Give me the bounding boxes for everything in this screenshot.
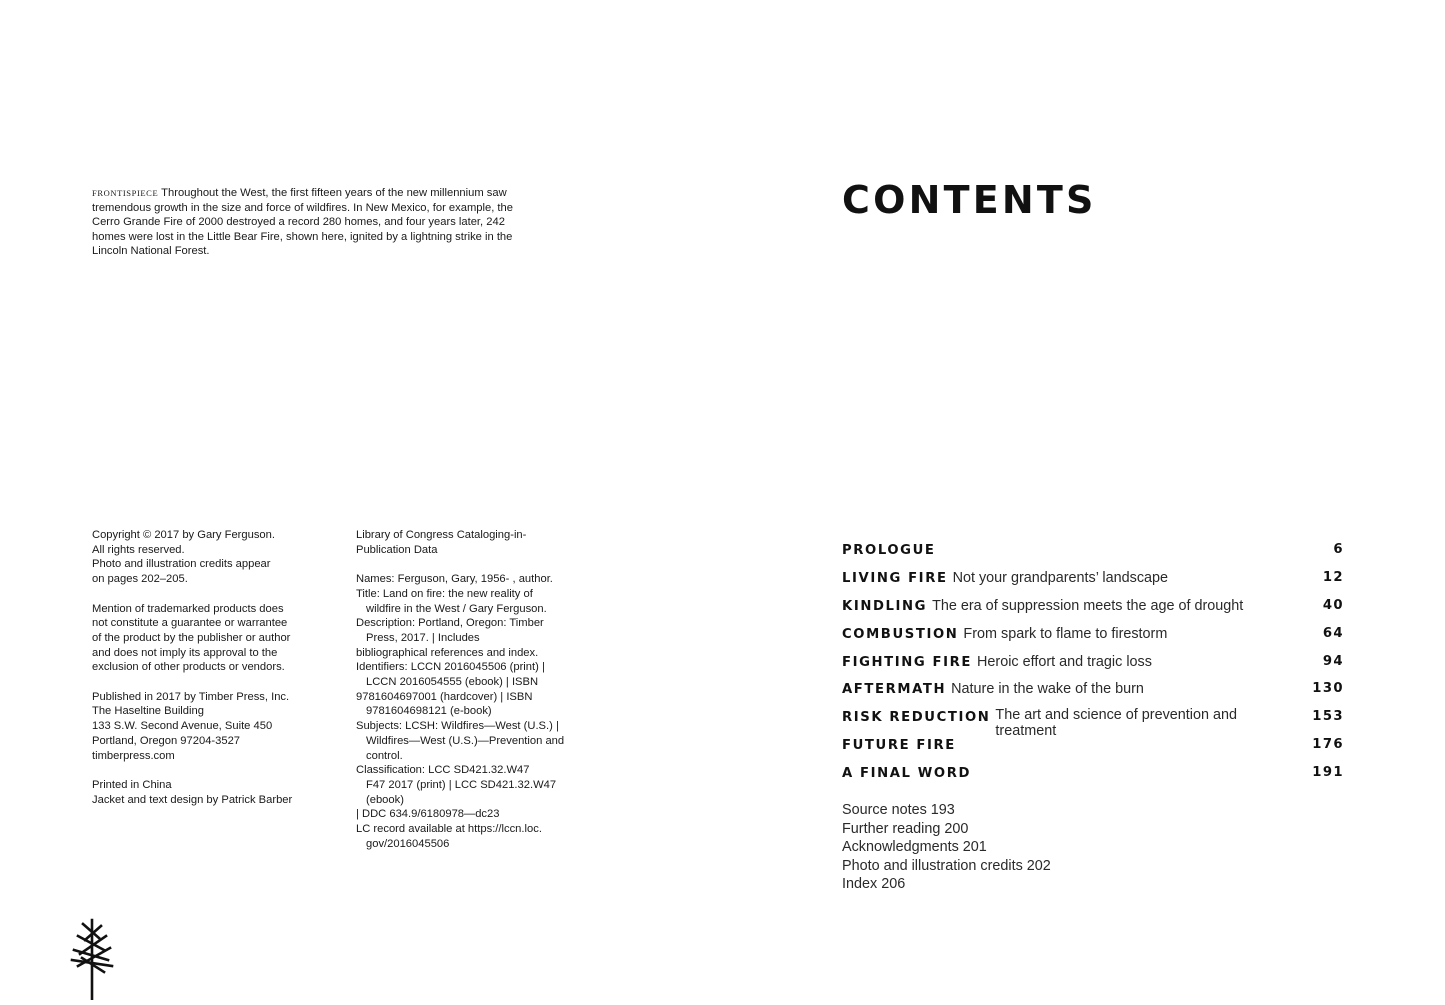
toc-page-number: 176 (1312, 737, 1344, 753)
trademark-line: of the product by the publisher or author (92, 631, 291, 644)
publisher-line: The Haseltine Building (92, 705, 204, 718)
toc-chapter-subtitle: The art and science of prevention and treatment (995, 707, 1238, 739)
toc-page-number: 94 (1322, 653, 1344, 669)
cip-classification: Classification: LCC SD421.32.W47 (356, 764, 530, 777)
toc-chapter-name: A FINAL WORD (842, 766, 972, 782)
backmatter-item-credits[interactable]: Photo and illustration credits 202 (842, 857, 1051, 874)
toc-entry[interactable] (842, 707, 1344, 739)
cip-record (356, 572, 596, 851)
toc-chapter-name: LIVING FIRE (842, 570, 948, 586)
toc-page-number: 153 (1312, 709, 1344, 725)
toc-page-number: 64 (1322, 625, 1344, 641)
backmatter-item-acknowledgments[interactable]: Acknowledgments 201 (842, 839, 987, 855)
toc-page-number: 12 (1322, 569, 1344, 585)
toc-chapter-name: COMBUSTION (842, 626, 959, 642)
contents-heading: CONTENTS (842, 178, 1097, 222)
tree-logo-icon (68, 916, 118, 1005)
toc-page-number: 130 (1312, 681, 1344, 697)
publisher-line: Published in 2017 by Timber Press, Inc. (92, 690, 290, 703)
toc-page-number: 40 (1322, 597, 1344, 613)
toc-chapter-name: PROLOGUE (842, 543, 936, 558)
table-of-contents (842, 541, 1344, 792)
cip-classification-cont: (ebook) (366, 793, 404, 806)
toc-chapter-subtitle: Heroic effort and tragic loss (977, 653, 1152, 670)
toc-chapter-name: FIGHTING FIRE (842, 654, 973, 670)
copyright-line: Copyright © 2017 by Gary Ferguson. (92, 529, 275, 541)
frontispiece-text: Throughout the West, the first fifteen years of the new millennium saw tremendous growth in the size and force of wildfires. In New Mexico, for example, the Cerro Grande Fire of 2000 destroyed a record 280 homes, and four years later, 242 homes were lost in the Little Bear Fire, shown here, ignited by a lightning strike in the Lincoln National Forest. (92, 187, 513, 258)
cip-identifiers-cont: 9781604698121 (e-book) (366, 705, 492, 718)
toc-chapter-name: AFTERMATH (842, 682, 947, 698)
backmatter-list (842, 801, 1051, 894)
backmatter-item-source-notes[interactable]: Source notes 193 (842, 802, 955, 818)
toc-entry[interactable] (842, 680, 1344, 708)
cip-description-cont: Press, 2017. | Includes (366, 631, 480, 644)
trademark-line: and does not imply its approval to the (92, 646, 278, 659)
toc-entry[interactable] (842, 653, 1344, 681)
toc-chapter-name: KINDLING (842, 598, 928, 614)
toc-entry[interactable] (842, 541, 1344, 569)
design-credit-line: Jacket and text design by Patrick Barber (92, 793, 293, 806)
cip-subjects-cont: control. (366, 749, 403, 762)
trademark-line: not constitute a guarantee or warrantee (92, 617, 288, 630)
cip-names: Names: Ferguson, Gary, 1956- , author. (356, 573, 553, 586)
toc-chapter-name: RISK REDUCTION (842, 710, 991, 726)
cip-classification-cont: F47 2017 (print) | LCC SD421.32.W47 (366, 778, 557, 791)
cip-identifiers-cont: 9781604697001 (hardcover) | ISBN (356, 690, 533, 703)
frontispiece-caption (92, 186, 532, 259)
trademark-line: exclusion of other products or vendors. (92, 661, 285, 674)
publisher-block (92, 690, 332, 764)
cip-heading (356, 528, 596, 557)
toc-entry[interactable] (842, 597, 1344, 625)
toc-entry[interactable] (842, 764, 1344, 792)
cip-identifiers-cont: LCCN 2016054555 (ebook) | ISBN (366, 676, 539, 689)
publisher-line: 133 S.W. Second Avenue, Suite 450 (92, 720, 273, 733)
toc-entry[interactable] (842, 736, 1344, 764)
cip-subjects-cont: Wildfires—West (U.S.)—Prevention and (366, 734, 565, 747)
toc-entry[interactable] (842, 625, 1344, 653)
toc-chapter-subtitle: The era of suppression meets the age of drought (932, 597, 1244, 614)
cip-heading-line: Library of Congress Cataloging-in- (356, 529, 527, 541)
copyright-line: All rights reserved. (92, 543, 185, 556)
toc-entry[interactable] (842, 569, 1344, 597)
toc-chapter-subtitle: From spark to flame to firestorm (963, 625, 1168, 642)
toc-chapter-name: FUTURE FIRE (842, 738, 956, 754)
toc-page-number: 6 (1333, 542, 1344, 557)
toc-chapter-subtitle: Not your grandparents’ landscape (952, 569, 1169, 586)
cip-description-cont: bibliographical references and index. (356, 646, 539, 659)
copyright-block (92, 528, 332, 587)
backmatter-item-index[interactable]: Index 206 (842, 876, 906, 892)
printing-line: Printed in China (92, 778, 172, 791)
cip-lc-record-cont: gov/2016045506 (366, 837, 450, 850)
printing-block (92, 778, 332, 807)
publisher-website: timberpress.com (92, 749, 175, 762)
cip-identifiers: Identifiers: LCCN 2016045506 (print) | (356, 661, 545, 674)
frontispiece-label: FRONTISPIECE (92, 188, 159, 198)
toc-chapter-subtitle: Nature in the wake of the burn (951, 681, 1144, 698)
cip-description: Description: Portland, Oregon: Timber (356, 617, 544, 630)
cip-title: Title: Land on fire: the new reality of (356, 587, 533, 600)
cip-title-cont: wildfire in the West / Gary Ferguson. (366, 602, 547, 615)
cip-subjects: Subjects: LCSH: Wildfires—West (U.S.) | (356, 720, 559, 733)
trademark-block (92, 602, 332, 676)
toc-page-number: 191 (1312, 765, 1344, 781)
cip-lc-record: LC record available at https://lccn.loc. (356, 823, 542, 836)
copyright-column (92, 528, 332, 822)
backmatter-item-further-reading[interactable]: Further reading 200 (842, 820, 969, 837)
cip-heading-line: Publication Data (356, 543, 438, 556)
copyright-line: Photo and illustration credits appear (92, 558, 271, 571)
publisher-line: Portland, Oregon 97204-3527 (92, 734, 241, 747)
cip-data-column (356, 528, 596, 851)
trademark-line: Mention of trademarked products does (92, 602, 284, 615)
copyright-line: on pages 202–205. (92, 573, 188, 586)
cip-classification-cont: | DDC 634.9/6180978—dc23 (356, 808, 500, 821)
